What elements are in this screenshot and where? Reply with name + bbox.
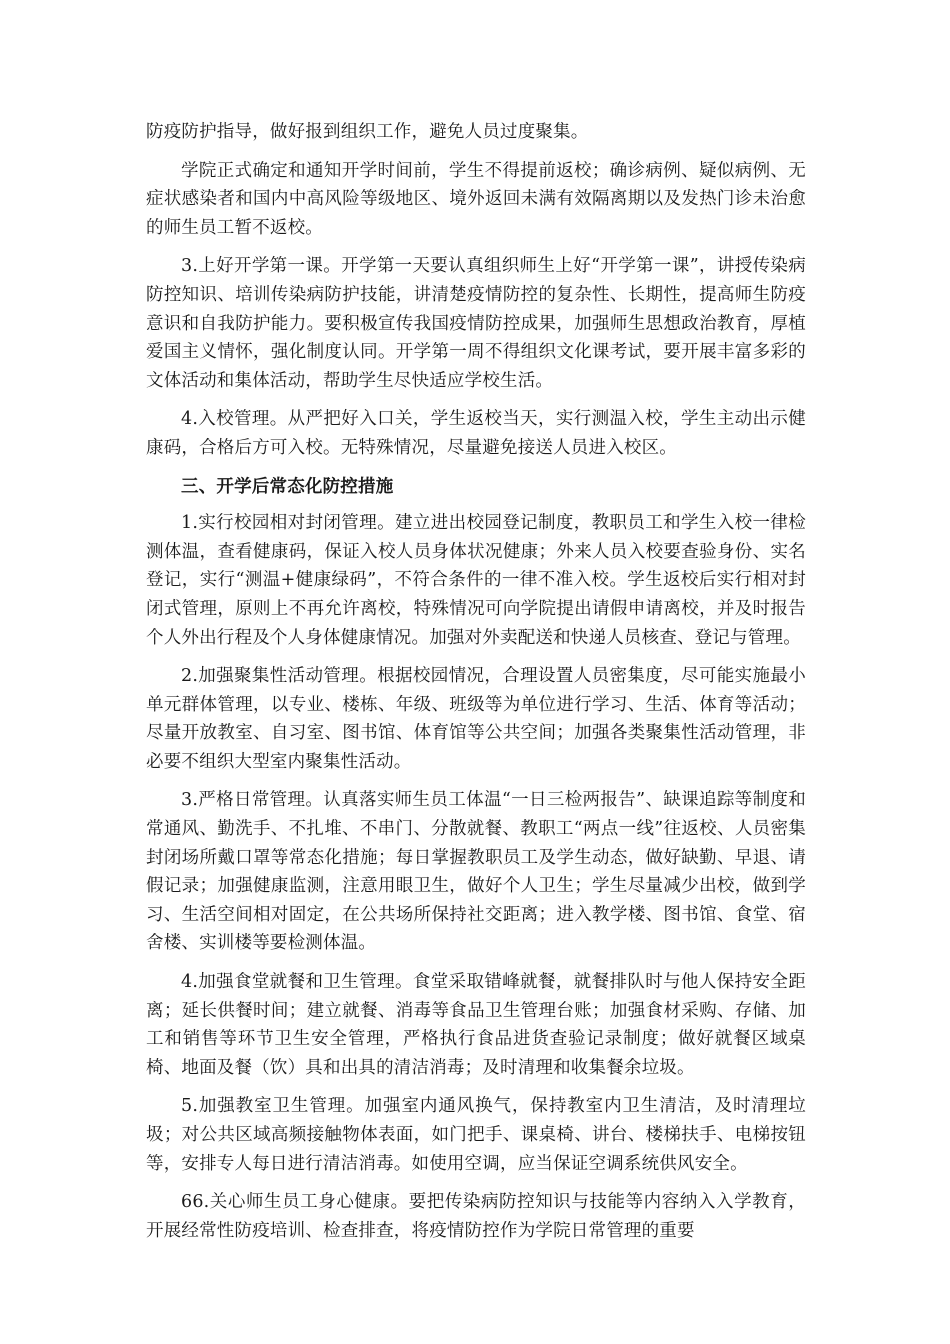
paragraph: 4.入校管理。从严把好入口关，学生返校当天，实行测温入校，学生主动出示健康码，合格后方可入校。无特殊情况，尽量避免接送人员进入校区。 xyxy=(146,409,806,458)
paragraph: 3.上好开学第一课。开学第一天要认真组织师生上好“开学第一课”，讲授传染病防控知识、培训传染病防护技能，讲清楚疫情防控的复杂性、长期性，提高师生防疫意识和自我防护能力。要积极宣传我国疫情防控成果，加强师生思想政治教育，厚植爱国主义情怀，强化制度认同。开学第一周不得组织文化课考试，要开展丰富多彩的文体活动和集体活动，帮助学生尽快适应学校生活。 xyxy=(146,256,806,391)
paragraph: 66.关心师生员工身心健康。要把传染病防控知识与技能等内容纳入入学教育，开展经常性防疫培训、检查排查，将疫情防控作为学院日常管理的重要 xyxy=(146,1192,806,1241)
paragraph: 学院正式确定和通知开学时间前，学生不得提前返校；确诊病例、疑似病例、无症状感染者和国内中高风险等级地区、境外返回未满有效隔离期以及发热门诊未治愈的师生员工暂不返校。 xyxy=(146,160,806,238)
document-body xyxy=(146,118,806,1255)
paragraph: 3.严格日常管理。认真落实师生员工体温“一日三检两报告”、缺课追踪等制度和常通风、勤洗手、不扎堆、不串门、分散就餐、教职工“两点一线”往返校、人员密集封闭场所戴口罩等常态化措施；每日掌握教职员工及学生动态，做好缺勤、早退、请假记录；加强健康监测，注意用眼卫生，做好个人卫生；学生尽量减少出校，做到学习、生活空间相对固定，在公共场所保持社交距离；进入教学楼、图书馆、食堂、宿舍楼、实训楼等要检测体温。 xyxy=(146,790,806,954)
section-heading: 三、开学后常态化防控措施 xyxy=(181,476,394,497)
paragraph: 防疫防护指导，做好报到组织工作，避免人员过度聚集。 xyxy=(146,122,589,142)
paragraph: 5.加强教室卫生管理。加强室内通风换气，保持教室内卫生清洁，及时清理垃圾；对公共区域高频接触物体表面，如门把手、课桌椅、讲台、楼梯扶手、电梯按钮等，安排专人每日进行清洁消毒。如使用空调，应当保证空调系统供风安全。 xyxy=(146,1096,806,1174)
paragraph: 4.加强食堂就餐和卫生管理。食堂采取错峰就餐，就餐排队时与他人保持安全距离；延长供餐时间；建立就餐、消毒等食品卫生管理台账；加强食材采购、存储、加工和销售等环节卫生安全管理，严格执行食品进货查验记录制度；做好就餐区域桌椅、地面及餐（饮）具和出具的清洁消毒；及时清理和收集餐余垃圾。 xyxy=(146,972,806,1078)
paragraph: 1.实行校园相对封闭管理。建立进出校园登记制度，教职员工和学生入校一律检测体温，查看健康码，保证入校人员身体状况健康；外来人员入校要查验身份、实名登记，实行“测温+健康绿码”，不符合条件的一律不准入校。学生返校后实行相对封闭式管理，原则上不再允许离校，特殊情况可向学院提出请假申请离校，并及时报告个人外出行程及个人身体健康情况。加强对外卖配送和快递人员核查、登记与管理。 xyxy=(146,513,806,648)
paragraph: 2.加强聚集性活动管理。根据校园情况，合理设置人员密集度，尽可能实施最小单元群体管理，以专业、楼栋、年级、班级等为单位进行学习、生活、体育等活动；尽量开放教室、自习室、图书馆、体育馆等公共空间；加强各类聚集性活动管理，非必要不组织大型室内聚集性活动。 xyxy=(146,666,806,772)
